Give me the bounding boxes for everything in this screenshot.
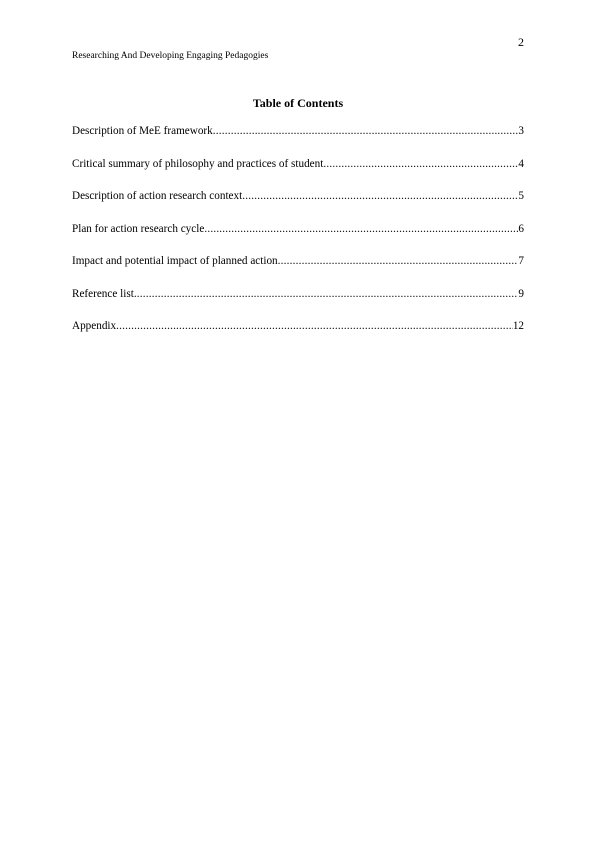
toc-entry-page: 12	[512, 320, 524, 332]
toc-entry-impact[interactable]	[72, 254, 524, 287]
toc-entry-page: 5	[518, 190, 524, 202]
toc-entry-label: Description of action research context	[72, 190, 243, 202]
toc-entry-page: 4	[518, 157, 524, 170]
toc-entry-critical-summary[interactable]	[72, 157, 524, 190]
page-number: 2	[518, 35, 524, 49]
toc-entry-label: Description of MeE framework	[72, 125, 213, 137]
toc-entry-page: 7	[518, 255, 524, 267]
dot-leader	[323, 157, 518, 171]
toc-entry-action-research-cycle[interactable]	[72, 222, 524, 255]
toc-entry-page: 9	[518, 287, 524, 300]
toc-entry-label: Reference list	[72, 287, 134, 300]
toc-entry-mee-framework[interactable]	[72, 124, 524, 157]
dot-leader	[213, 124, 519, 138]
dot-leader	[278, 254, 519, 268]
table-of-contents	[72, 124, 524, 352]
dot-leader	[116, 319, 513, 333]
dot-leader	[242, 189, 518, 203]
toc-entry-page: 6	[518, 222, 524, 235]
toc-entry-appendix[interactable]	[72, 319, 524, 352]
toc-entry-reference-list[interactable]	[72, 287, 524, 320]
toc-entry-label: Appendix	[72, 320, 117, 332]
dot-leader	[204, 222, 518, 236]
toc-entry-page: 3	[518, 125, 524, 137]
running-head: Researching And Developing Engaging Pedagogies	[72, 51, 269, 61]
toc-entry-label: Plan for action research cycle	[72, 222, 205, 235]
toc-entry-action-research-context[interactable]	[72, 189, 524, 222]
toc-title: Table of Contents	[252, 96, 344, 110]
toc-entry-label: Impact and potential impact of planned action	[72, 255, 278, 267]
dot-leader	[134, 287, 519, 301]
toc-entry-label: Critical summary of philosophy and practices of student	[72, 157, 324, 170]
